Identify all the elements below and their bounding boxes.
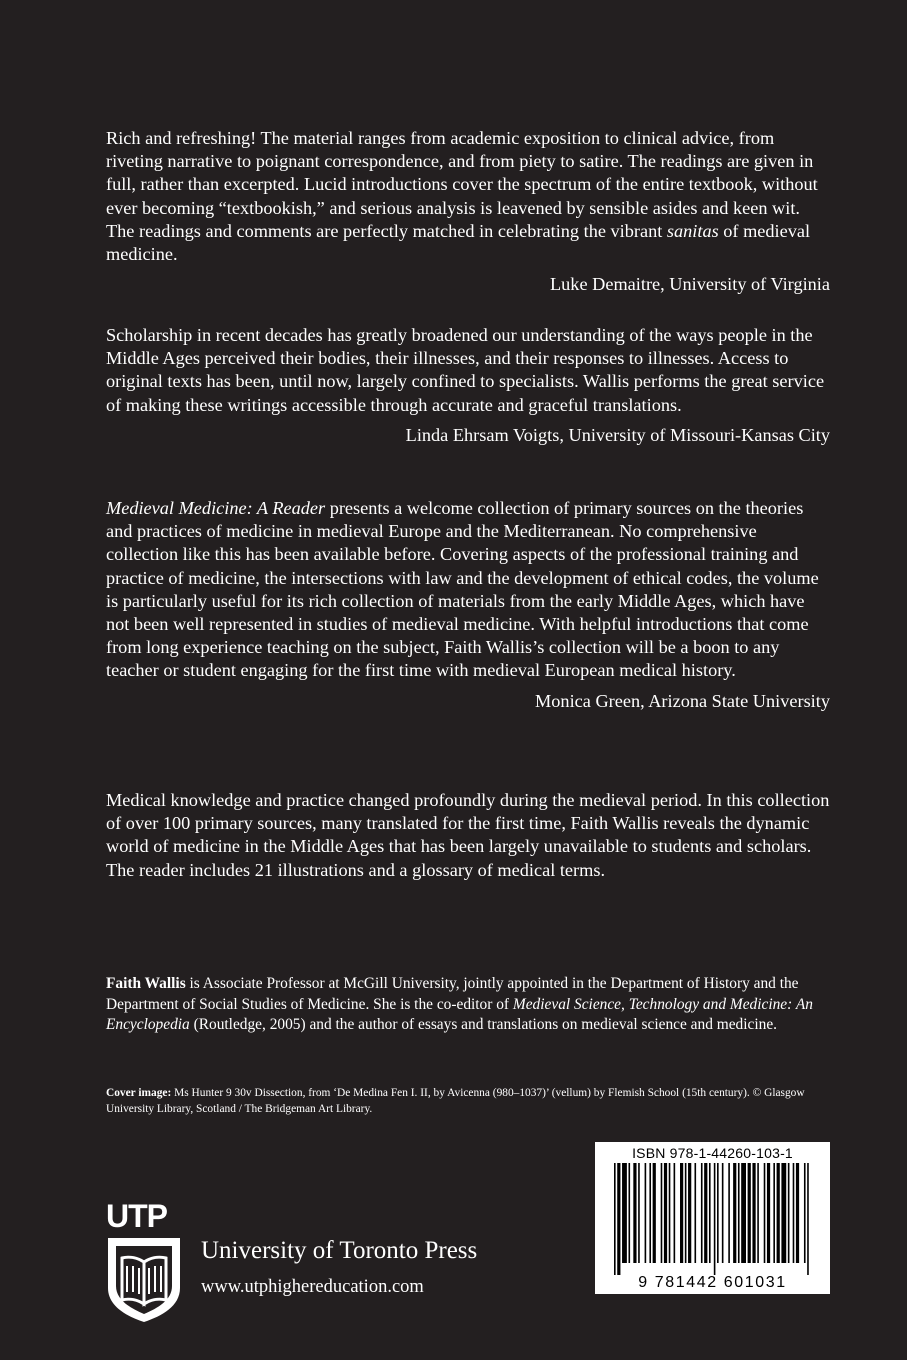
review-text	[106, 497, 830, 683]
review-text-part: presents a welcome collection of primary sources on the theories and practices of medicine in medieval Europe and the Mediterranean. No comprehensive collection like this has been available before. Covering aspects of the professional training and practice of medicine, the intersections with law and the development of ethical codes, the volume is particularly useful for its rich collection of materials from the early Middle Ages, which have not been well represented in studies of medieval medicine. With helpful introductions that come from long experience teaching on the subject, Faith Wallis’s collection will be a boon to any teacher or student engaging for the first time with medieval European medical history.	[106, 498, 819, 681]
bio-text	[106, 974, 830, 1036]
review-attribution: Luke Demaitre, University of Virginia	[550, 274, 830, 295]
credit-label: Cover image:	[106, 1087, 172, 1099]
cover-image-credit	[106, 1086, 830, 1117]
description-text: Medical knowledge and practice changed profoundly during the medieval period. In this collection of over 100 primary sources, many translated for the first time, Faith Wallis reveals the dynamic world of medicine in the Middle Ages that has been largely unavailable to students and scholars. The reader includes 21 illustrations and a glossary of medical terms.	[106, 790, 830, 880]
author-bio	[106, 974, 830, 1036]
review-attribution: Monica Green, Arizona State University	[535, 690, 830, 711]
publisher-website: www.utphighereducation.com	[201, 1277, 424, 1297]
review-attribution: Linda Ehrsam Voigts, University of Missouri-Kansas City	[405, 424, 830, 445]
isbn-digits: 9 781442 601031	[638, 1274, 787, 1291]
review-text	[106, 127, 830, 266]
review-demaitre	[106, 127, 830, 296]
author-name: Faith Wallis	[106, 975, 186, 992]
review-text: Scholarship in recent decades has greatly broadened our understanding of the ways people in the Middle Ages perceived their bodies, their illnesses, and their responses to illnesses. Access to original texts has been, until now, largely confined to specialists. Wallis performs the great service of making these writings accessible through accurate and graceful translations.	[106, 325, 825, 415]
credit-body: Ms Hunter 9 30v Dissection, from ‘De Medina Fen I. II, by Avicenna (980–1037)’ (vellum) by Flemish School (15th century). © Glasgow University Library, Scotland / The Bridgeman Art Library.	[106, 1087, 805, 1115]
isbn-barcode	[595, 1142, 830, 1294]
utp-wordmark: UTP	[106, 1198, 167, 1234]
publisher-name: University of Toronto Press	[201, 1237, 478, 1264]
barcode-bars	[614, 1163, 812, 1275]
isbn-label: ISBN 978-1-44260-103-1	[632, 1145, 793, 1161]
book-title-italic: Medieval Medicine: A Reader	[106, 498, 326, 518]
book-description	[106, 789, 830, 882]
bio-text-part: is Associate Professor at McGill University, jointly appointed in the Department of History and the Department of Social Studies of Medicine. She is the co-editor of	[106, 975, 799, 1013]
review-italic-word: sanitas	[666, 220, 719, 241]
review-text-part: of medieval medicine.	[106, 220, 811, 265]
credit-text	[106, 1086, 830, 1117]
book-shield-icon	[106, 1236, 182, 1324]
review-voigts	[106, 324, 830, 447]
review-green	[106, 497, 830, 713]
bio-book-title: Medieval Science, Technology and Medicine: An Encyclopedia	[106, 995, 813, 1034]
bio-text-part: (Routledge, 2005) and the author of essays and translations on medieval science and medicine.	[189, 1016, 777, 1034]
review-text-part: Rich and refreshing! The material ranges from academic exposition to clinical advice, from riveting narrative to poignant correspondence, and from piety to satire. The readings are given in full, rather than excerpted. Lucid introductions cover the spectrum of the entire textbook, without ever becoming “textbookish,” and serious analysis is leavened by sensible asides and keen wit. The readings and comments are perfectly matched in celebrating the vibrant	[106, 128, 818, 241]
